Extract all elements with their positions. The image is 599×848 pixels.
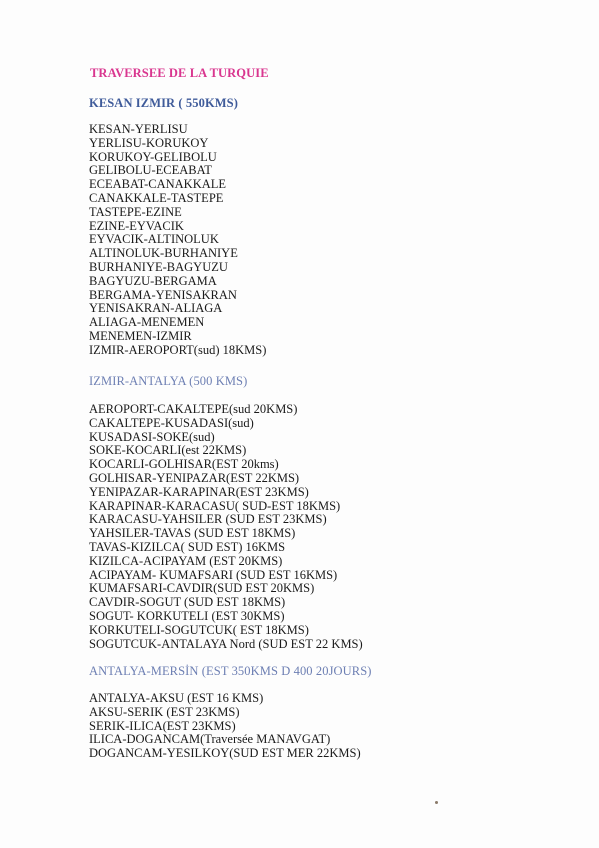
list-item: KARAPINAR-KARACASU( SUD-EST 18KMS) [89, 498, 341, 513]
section-heading-antalya-mersin: ANTALYA-MERSİN (EST 350KMS D 400 20JOURS) [89, 664, 372, 678]
list-item: GELIBOLU-ECEABAT [89, 163, 212, 178]
list-item: BERGAMA-YENISAKRAN [89, 287, 237, 302]
list-item: TASTEPE-EZINE [89, 204, 182, 219]
list-item: ALTINOLUK-BURHANIYE [89, 246, 238, 261]
list-item: DOGANCAM-YESILKOY(SUD EST MER 22KMS) [89, 746, 361, 761]
list-item: ILICA-DOGANCAM(Traversée MANAVGAT) [89, 732, 331, 747]
stage-list-izmir-antalya [89, 403, 363, 651]
list-item: ECEABAT-CANAKKALE [89, 177, 227, 192]
list-item: AKSU-SERIK (EST 23KMS) [89, 704, 240, 719]
list-item: KIZILCA-ACIPAYAM (EST 20KMS) [89, 553, 283, 568]
list-item: AEROPORT-CAKALTEPE(sud 20KMS) [89, 402, 298, 416]
list-item: KESAN-YERLISU [89, 122, 188, 136]
list-item: ALIAGA-MENEMEN [89, 315, 205, 330]
list-item: TAVAS-KIZILCA( SUD EST) 16KMS [89, 539, 286, 554]
list-item: KORKUTELI-SOGUTCUK( EST 18KMS) [89, 622, 309, 637]
section-heading-izmir-antalya: IZMIR-ANTALYA (500 KMS) [89, 374, 248, 388]
list-item: YAHSILER-TAVAS (SUD EST 18KMS) [89, 526, 296, 541]
stage-list-antalya-mersin [89, 692, 361, 761]
scan-speck [435, 801, 438, 804]
list-item: EZINE-EYVACIK [89, 218, 184, 233]
list-item: MENEMEN-IZMIR [89, 328, 192, 343]
list-item: KUSADASI-SOKE(sud) [89, 429, 215, 444]
list-item: ANTALYA-AKSU (EST 16 KMS) [89, 691, 264, 705]
list-item: SERIK-ILICA(EST 23KMS) [89, 718, 236, 733]
list-item: GOLHISAR-YENIPAZAR(EST 22KMS) [89, 470, 300, 485]
list-item: KARACASU-YAHSILER (SUD EST 23KMS) [89, 512, 327, 527]
list-item: BAGYUZU-BERGAMA [89, 273, 217, 288]
list-item: KOCARLI-GOLHISAR(EST 20kms) [89, 457, 279, 472]
list-item: EYVACIK-ALTINOLUK [89, 232, 219, 247]
list-item: CAKALTEPE-KUSADASI(sud) [89, 415, 254, 430]
list-item: ACIPAYAM- KUMAFSARI (SUD EST 16KMS) [89, 567, 338, 582]
list-item: YENISAKRAN-ALIAGA [89, 301, 223, 316]
document-title: TRAVERSEE DE LA TURQUIE [90, 66, 269, 80]
list-item: SOKE-KOCARLI(est 22KMS) [89, 443, 247, 458]
list-item: KORUKOY-GELIBOLU [89, 149, 217, 164]
list-item: SOGUT- KORKUTELI (EST 30KMS) [89, 608, 285, 623]
list-item: YENIPAZAR-KARAPINAR(EST 23KMS) [89, 484, 309, 499]
list-item: IZMIR-AEROPORT(sud) 18KMS) [89, 342, 267, 357]
section-heading-kesan-izmir: KESAN IZMIR ( 550KMS) [89, 96, 238, 110]
list-item: BURHANIYE-BAGYUZU [89, 259, 228, 274]
list-item: KUMAFSARI-CAVDIR(SUD EST 20KMS) [89, 581, 315, 596]
list-item: SOGUTCUK-ANTALAYA Nord (SUD EST 22 KMS) [89, 636, 363, 651]
list-item: YERLISU-KORUKOY [89, 135, 209, 150]
stage-list-kesan-izmir [89, 123, 266, 358]
list-item: CAVDIR-SOGUT (SUD EST 18KMS) [89, 595, 286, 610]
list-item: CANAKKALE-TASTEPE [89, 190, 224, 205]
